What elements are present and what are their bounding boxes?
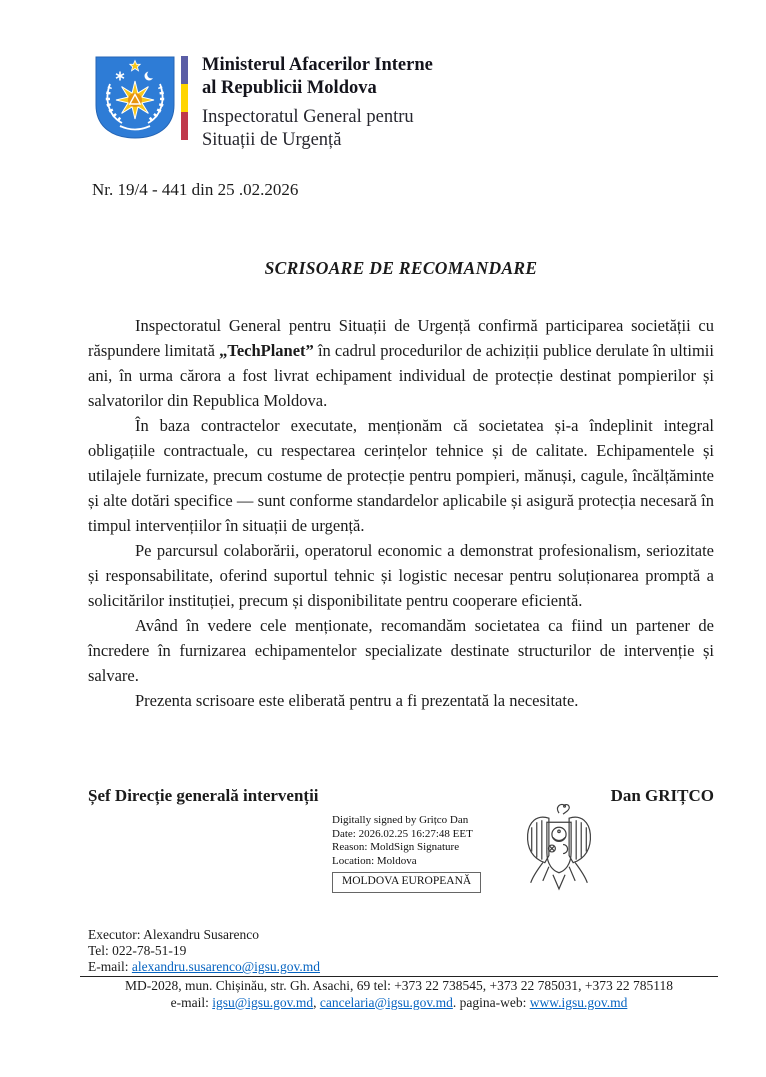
letter-body [88, 313, 714, 713]
letterhead-text [202, 54, 433, 152]
signer-name: Dan GRIȚCO [610, 786, 714, 805]
footer-contacts-line [80, 995, 718, 1012]
footer-email-link-2[interactable]: cancelaria@igsu.gov.md [319, 994, 453, 1010]
paragraph-1-text: Inspectoratul General pentru Situații de Urgență confirmă participarea societății cu răspundere limitată [88, 316, 714, 360]
paragraph-1 [88, 313, 714, 413]
ministry-name-line1: Ministerul Afacerilor Interne [202, 55, 433, 75]
inspectorate-name-line1: Inspectoratul General pentru [202, 107, 414, 127]
flag-blue-segment [181, 56, 188, 84]
digital-signature-block [332, 814, 481, 893]
inspectorate-name-line2: Situații de Urgență [202, 130, 342, 150]
digital-signature-line2: Date: 2026.02.25 16:27:48 EET [332, 827, 473, 840]
moldova-europeana-stamp: MOLDOVA EUROPEANĂ [332, 872, 481, 893]
digital-signature-line4: Location: Moldova [332, 854, 417, 867]
letterhead [92, 54, 433, 152]
page-footer [80, 976, 718, 1011]
executor-tel-line: Tel: 022-78-51-19 [88, 943, 187, 958]
executor-block [88, 927, 320, 975]
company-name: „TechPlanet” [219, 341, 314, 360]
paragraph-3: Pe parcursul colaborării, operatorul economic a demonstrat profesionalism, seriozitate și responsabilitate, oferind suportul tehnic și logistic necesar pentru soluționarea promptă a solicitărilor instituției, precum și disponibilitate pentru cooperare eficientă. [88, 541, 714, 610]
footer-email-link-1[interactable]: igsu@igsu.gov.md [212, 994, 314, 1010]
footer-email-label: e-mail: [170, 994, 213, 1010]
footer-web-label: . pagina-web: [452, 994, 530, 1010]
moldova-flag-bar [181, 56, 188, 140]
paragraph-2: În baza contractelor executate, menționăm că societatea și-a îndeplinit integral obligațiile contractuale, cu respectarea cerințelor tehnice și de calitate. Echipamentele și utilajele furnizate, precum costume de protecție pentru pompieri, mănuși, cagule, încălțăminte și alte dotări specifice — sunt conforme standardelor aplicabile și asigură protecția necesară în timpul intervențiilor în situații de urgență. [88, 416, 714, 535]
flag-red-segment [181, 112, 188, 140]
digital-signature-line3: Reason: MoldSign Signature [332, 841, 460, 853]
reference-number: Nr. 19/4 - 441 din 25 .02.2026 [92, 180, 299, 199]
starburst-icon [116, 81, 154, 119]
signature-row [88, 786, 714, 806]
ministry-name-line2: al Republicii Moldova [202, 78, 377, 98]
executor-email-label: E-mail: [88, 959, 132, 974]
document-title: SCRISOARE DE RECOMANDARE [264, 258, 538, 278]
executor-email-line [88, 959, 320, 975]
footer-address-line: MD-2028, mun. Chișinău, str. Gh. Asachi, 69 tel: +373 22 738545, +373 22 785031, +373 22 785118 [124, 978, 674, 993]
flag-yellow-segment [181, 84, 188, 112]
signer-position-title: Șef Direcție generală intervenții [88, 786, 319, 805]
footer-email-separator: , [313, 994, 320, 1010]
paragraph-1-text-cont: în cadrul procedurilor de achiziții publice derulate în ultimii ani, în urma cărora a fost livrat echipament individual de protecție destinat pompierilor și salvatorilor din Republica Moldova. [88, 341, 714, 410]
footer-website-link[interactable]: www.igsu.gov.md [529, 994, 628, 1010]
paragraph-5: Prezenta scrisoare este eliberată pentru a fi prezentată la necesitate. [135, 691, 579, 710]
moldova-coat-of-arms-icon [518, 800, 600, 896]
igsu-emblem-icon [92, 54, 178, 141]
paragraph-4: Având în vedere cele menționate, recomandăm societatea ca fiind un partener de încredere în furnizarea echipamentelor specializate destinate structurilor de intervenție și salvare. [88, 616, 714, 685]
executor-name-line: Executor: Alexandru Susarenco [88, 927, 259, 942]
executor-email-link[interactable]: alexandru.susarenco@igsu.gov.md [131, 959, 321, 974]
digital-signature-line1: Digitally signed by Grițco Dan [332, 814, 469, 826]
